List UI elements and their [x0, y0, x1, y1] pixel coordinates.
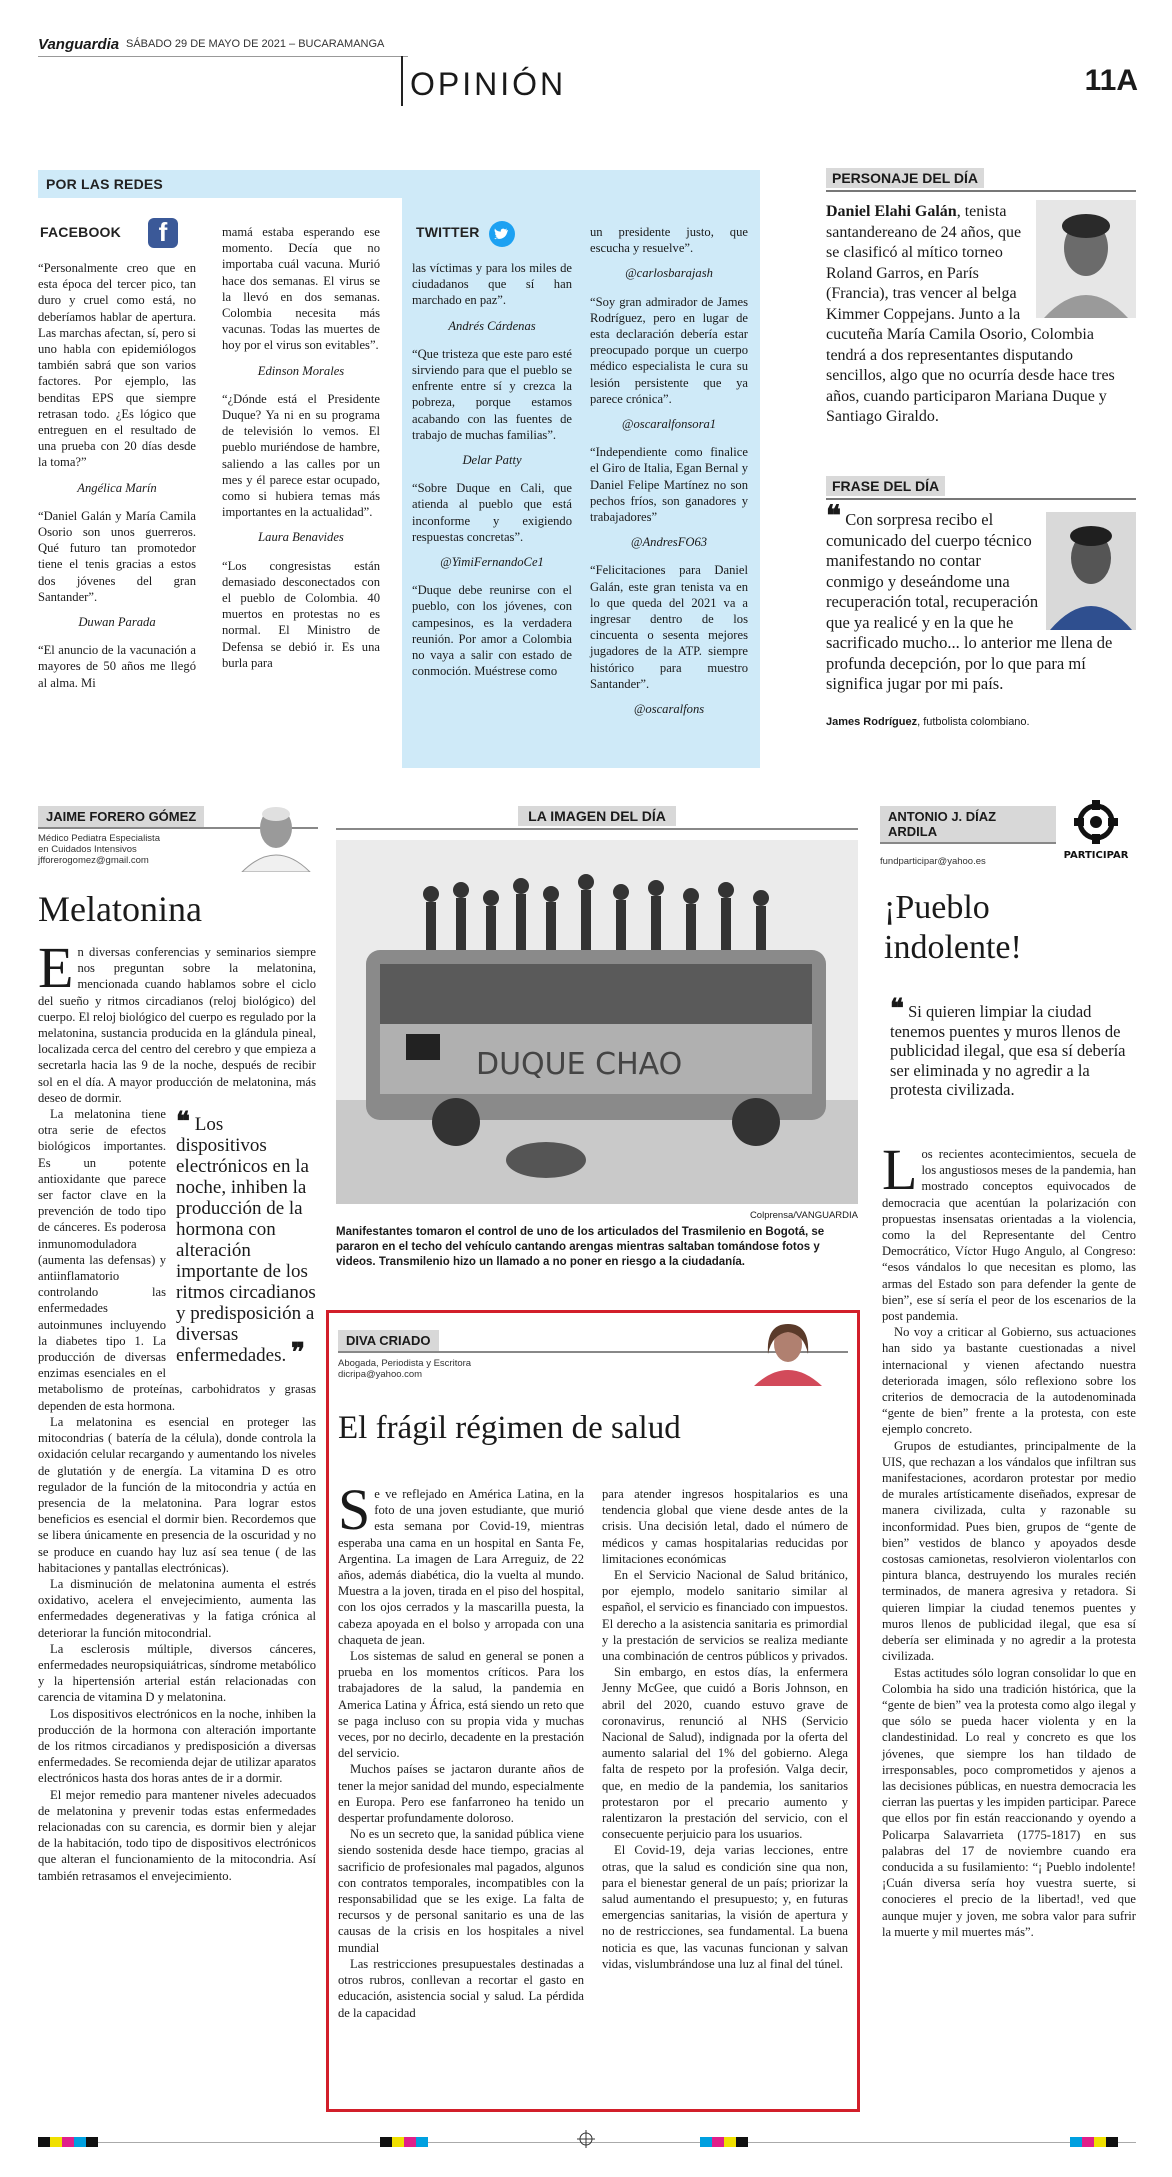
twitter-column-2: [590, 224, 748, 729]
criado-para: para atender ingresos hospitalarios es una tendencia global que viene desde antes de la crisis. Una decisión letal, dado el número de médicos y camas hospitalarias reducidas por limitaciones económicas: [602, 1487, 848, 1566]
diaz-lead: os recientes acontecimientos, secuela de los angustiosos meses de la pandemia, han mostrado conceptos equivocados de democracia que acentúan la polarización con propuestas insensatas orientadas a la violencia, como la del Representante del Centro Democrático, Víctor Hugo Angulo, al Congreso: “esos vándalos lo que necesitan es plomo, las armas del Estado son para defender la gente de bien”, ese sí sería el peor de los escenarios de la post pandemia.: [882, 1147, 1136, 1324]
personaje-body: , tenista santandereano de 24 años, que se clasificó al mítico torneo Roland Garros, en París (Francia), tras vencer al belga Kimmer Coppejans. Junto a la cucuteña María Camila Osorio, Colombia tendrá a dos representantes disputando sencillos, algo que no ocurría desde hace tres años, cuando participaron Mariana Duque y Santiago Giraldo.: [826, 203, 1115, 425]
paper-name: Vanguardia: [38, 36, 120, 53]
post-text: las víctimas y para los miles de ciudadanos que sí han marchado en paz”.: [412, 261, 572, 308]
facebook-header: [38, 218, 178, 250]
personaje-text: [826, 202, 1136, 428]
post-text: “Soy gran admirador de James Rodríguez, pero en lugar de esta declaración debería estar preocupado porque un cuerpo médico especialista le cura su lesión persistente que ya parece crónica”.: [590, 294, 748, 406]
article-paragraph: La melatonina es esencial en proteger las mitocondrias ( batería de la célula), donde controla la oxidación celular recargando y aumentando los niveles de glutatión y de energía. La vitamina D es otro regulador de la función de la mitocondria y actúa en presencia de la melatonina. Para lograr estos beneficios es esencial el dormir bien. Recordemos que se libera únicamente en presencia de la oscuridad y no se produce en cuando hay luz así sea tenue ( de las habitaciones y pantallas electrónicas).: [38, 1414, 316, 1575]
post-text: “Los congresistas están demasiado desconectados con el pueblo de Colombia. 40 muertos en protestas no es normal. El Ministro de Defensa se debió ir. Es una burla para: [222, 558, 380, 670]
criado-email: dicripa@yahoo.com: [338, 1369, 423, 1380]
post-text: “Duque debe reunirse con el pueblo, con los jóvenes, con campesinos, es la verdadera reunión. Por amor a Colombia no vaya a salir con estado de conmoción. Muéstrese como: [412, 583, 572, 679]
frase-author-role: , futbolista colombiano.: [917, 716, 1030, 728]
criado-para: Muchos países se jactaron durante años de tener la mejor sanidad del mundo, especialmente en Europa. Pero ese fanfarroneo ha tenido un despertar profundamente doloroso.: [338, 1762, 584, 1826]
diaz-paragraphs: [882, 1324, 1136, 1940]
forero-pullquote: [176, 1107, 316, 1369]
article-paragraph: Grupos de estudiantes, principalmente de la UIS, que rechazan a los vándalos que infiltran sus manifestaciones, acordaron protestar por medio de murales artísticamente diseñados, expresar de manera civilizada, culta y razonable su inconformidad. Pues bien, grupos de “gente de bien” vestidos de blanco y apoyados desde costosas camionetas, resolvieron violentarlos con pintura blanca, destruyendo los murales recién terminados, de manera agresiva y retadora. Si quieren limpiar la ciudad tenemos puentes y muros llenos de publicidad ilegal, que esa sí debería ser eliminada y no agredir a la protesta civilizada.: [882, 1438, 1136, 1664]
post-author: Laura Benavides: [258, 530, 344, 545]
registration-strip-right: [1070, 2134, 1118, 2152]
post-text: “Independiente como finalice el Giro de Italia, Egan Bernal y Daniel Felipe Martínez no son pechos fríos, son ganadores y trabajadores”: [590, 445, 748, 525]
diaz-body: [882, 1137, 1136, 1940]
redes-header-bar: [38, 170, 760, 198]
criado-para: Las restricciones presupuestales destinadas a otros rubros, conllevan a recortar el gasto en educación, asistencia social y salud. La pérdida de la capacidad: [338, 1956, 584, 2020]
post-author: @oscaralfonsora1: [621, 417, 717, 432]
imagen-photo: [336, 840, 858, 1204]
registration-strip-center: [380, 2134, 428, 2152]
article-paragraph: La disminución de melatonina aumenta el estrés oxidativo, acelera el envejecimiento, aumenta las enfermedades degenerativas y la fatiga crónica al deteriorar la función mitocondrial.: [38, 1576, 316, 1640]
diaz-header: [880, 806, 1136, 882]
diaz-title: ¡Pueblo indolente!: [884, 889, 1022, 966]
registration-strip-mid: [700, 2134, 748, 2152]
article-paragraph: No voy a criticar al Gobierno, sus actuaciones han sido ya bastante cuestionadas a nivel internacional y vienen afectando nuestra deteriorada imagen, sólo reflexiono sobre los criterios de democracia de la autodenominada “gente de bien” frente a la protesta, con este ejemplo concreto.: [882, 1325, 1136, 1437]
imagen-section: [336, 806, 858, 1306]
forero-bio-line: en Cuidados Intensivos: [38, 844, 137, 855]
diaz-author: ANTONIO J. DÍAZ ARDILA: [880, 806, 1056, 842]
forero-photo: [234, 800, 316, 872]
frase-quote: Con sorpresa recibo el comunicado del cuerpo técnico manifestando no contar conmigo y deseándome una recuperación total, recuperación que ya realicé y en la que he sacrificado mucho... lo anterior me llena de profunda decepción, por lo que para mí significa jugar por mi país.: [826, 510, 1113, 693]
frase-section: [826, 476, 1136, 746]
criado-para: No es un secreto que, la sanidad pública viene siendo sostenida desde hace tiempo, gracias al sacrificio de profesionales mal pagados, algunos con contratos temporales, incompatibles con la responsabilidad que se les exige. La falta de recursos y de personal sanitario es una de las causas de la crisis en los hospitales a nivel mundial: [338, 1827, 584, 1955]
forero-author: JAIME FORERO GÓMEZ: [38, 806, 204, 827]
imagen-caption: Manifestantes tomaron el control de uno de los articulados del Trasmilenio en Bogotá, se pararon en el techo del vehículo cantando arengas mientras saltaban tomándose fotos y videos. Transmilenio hizo un llamado a no poner en riesgo a la ciudadanía.: [336, 1226, 825, 1268]
frase-label: FRASE DEL DÍA: [826, 476, 945, 496]
article-paragraph: La esclerosis múltiple, diversos cánceres, enfermedades neuropsiquiátricas, síndrome metabólico y la hipertensión arterial están relacionadas con carencia de vitamina D y melatonina.: [38, 1641, 316, 1705]
diaz-pullquote: [890, 994, 1132, 1100]
diaz-pullquote-text: Si quieren limpiar la ciudad tenemos puentes y muros llenos de publicidad ilegal, que esa sí debería ser eliminada y no agredir a la protesta civilizada.: [890, 1002, 1126, 1099]
post-text: “¿Dónde está el Presidente Duque? Ya ni en su programa de televisión lo vemos. El pueblo muriéndose de hambre, saliendo a las calles por un mes y él parece estar ocupado, como si hubiera temas más importantes en la actualidad”.: [222, 391, 380, 520]
article-paragraph: Los dispositivos electrónicos en la noche, inhiben la producción de la hormona con alteración importante de los ritmos circadianos y predisposición a diversas enfermedades. Se recomienda dejar de utilizar aparatos electrónicos hasta dos horas antes de ir a dormir.: [38, 1706, 316, 1786]
criado-header: [338, 1330, 848, 1398]
post-author: @carlosbarajash: [625, 266, 713, 281]
section-title: OPINIÓN: [410, 66, 567, 102]
imagen-label: LA IMAGEN DEL DÍA: [518, 806, 676, 826]
article-paragraph: El mejor remedio para mantener niveles adecuados de melatonina y prevenir todas estas enfermedades relacionadas con su carencia, es dormir bien y alejar de la habitación, todo tipo de dispositivos electrónicos que alteran el funcionamiento de la mitocondria. Así también retrasamos el envejecimiento.: [38, 1787, 316, 1883]
pullquote-open-icon: ❝: [890, 994, 904, 1024]
post-text: mamá estaba esperando ese momento. Decía que no importaba cuál vacuna. Murió hace dos semanas. El virus se la llevó en dos semanas. Colombia necesita más vacunas. Todas las muertes de hoy por el virus son evitables”.: [222, 225, 380, 353]
twitter-column-1: [412, 260, 572, 688]
post-author: Duwan Parada: [78, 615, 156, 630]
criado-para: En el Servicio Nacional de Salud británico, por ejemplo, modelo sanitario similar al español, el servicio es financiado con impuestos. El derecho a la asistencia sanitaria es primordial y la prestación de servicios se realiza mediante una combinación de centros públicos y privados.: [602, 1568, 848, 1664]
post-author: @YimiFernandoCe1: [440, 555, 544, 570]
forero-bio-line: Médico Pediatra Especialista: [38, 833, 160, 844]
article-paragraph: Estas actitudes sólo logran consolidar lo que en Colombia ha sido una tradición histórica, que la “gente de bien” vea la protesta como algo ilegal y que sólo se pueda hacer violenta y en la clandestinidad. Lo real y concreto es que los jóvenes, que siempre los han tildado de irresponsables, poco comprometidos y ajenos a las decisiones públicas, en nuestra democracia les cierran las puertas y les impiden participar. Parece que ellos por fin están reaccionando y oyendo a Policarpa Salavarrieta (1775-1817) en sus palabras del 17 de noviembre cuando era conducida a su fusilamiento: “¡ Pueblo indolente! ¡Cuán diversa sería hoy vuestra suerte, si conocieres el precio de la libertad!, ved que aunque mujer y joven, me sobra valor para sufrir la muerte y mil muertes más”.: [882, 1665, 1136, 1939]
forero-email: jfforerogomez@gmail.com: [38, 855, 149, 866]
registration-mark-icon: [577, 2130, 595, 2148]
post-text: “Sobre Duque en Cali, que atienda al pueblo que está inconforme y exigiendo respuestas concretas”.: [412, 481, 572, 544]
criado-dropcap: S: [338, 1477, 371, 1542]
article-paragraph: La melatonina tiene otra serie de efectos biológicos importantes. Es un potente antioxidante que parece ser factor clave en la prevención de todo tipo de cánceres. Es poderosa inmunomoduladora (aumenta las defensas) y antiinflamatorio controlando las enfermedades autoinmunes incluyendo la diabetes tipo 1. La producción de diversas enzimas esenciales en el metabolismo de proteínas, carbohidratos y grasas dependen de esta hormona.: [38, 1107, 316, 1413]
post-author: Andrés Cárdenas: [448, 318, 536, 333]
post-author: Edinson Morales: [257, 363, 345, 378]
redes-label: POR LAS REDES: [46, 176, 163, 192]
forero-lead: n diversas conferencias y seminarios siempre nos preguntan sobre la melatonina, mencionada cuando hablamos sobre el ciclo del sueño y ritmos circadianos (reloj biológico) del cuerpo. El reloj biológico del cuerpo es regulado por la melatonina, sustancia producida en la glándula pineal, localizada cerca del centro del cerebro y que empieza a secretarla hacia las 9 de la noche, después de recibir sol en el día. A mayor producción de melatonina, más deseo de dormir.: [38, 945, 316, 1105]
criado-para: Los sistemas de salud en general se ponen a prueba en los momentos críticos. Para los trabajadores de la salud, la pandemia en America Latina y África, está siendo un reto que se paga incluso con su propia vida y muchas veces, por no decirlo, decadente en la prestación del servicio.: [338, 1649, 584, 1761]
post-author: Angélica Marín: [77, 480, 157, 495]
criado-para: El Covid-19, deja varias lecciones, entre otras, que la salud es condición sine qua non, para el bienestar general de un país; priorizar la salud aumentando el presupuesto; y, en futuras emergencias sanitarias, la visión de apertura y no de restricciones, sea fundamental. La buena noticia es que, las vacunas funcionan y salvan vidas, vislumbrándose una luz al final del túnel.: [602, 1843, 848, 1971]
pullquote-open-icon: ❝: [176, 1107, 190, 1138]
facebook-icon: f: [148, 218, 178, 248]
personaje-label: PERSONAJE DEL DÍA: [826, 168, 984, 188]
frase-quote-icon: ❝: [826, 499, 842, 532]
forero-body: [38, 935, 316, 1884]
masthead: [38, 36, 1138, 106]
facebook-column-2: [222, 224, 380, 680]
post-text: un presidente justo, que escucha y resuelve”.: [590, 225, 748, 256]
twitter-label: TWITTER: [416, 224, 480, 240]
criado-title: El frágil régimen de salud: [338, 1410, 681, 1446]
personaje-section: [826, 168, 1136, 468]
post-text: “Daniel Galán y María Camila Osorio son unos guerreros. Qué futuro tan promotedor tiene el tenis gracias a estos dos jóvenes del gran Santander”.: [38, 508, 196, 604]
criado-column-2: [602, 1486, 848, 1972]
diaz-email: fundparticipar@yahoo.es: [880, 856, 986, 867]
criado-bio-line: Abogada, Periodista y Escritora: [338, 1358, 472, 1369]
bus-graffiti: DUQUE CHAO: [476, 1047, 683, 1082]
frase-attribution: [826, 716, 1030, 728]
diaz-dropcap: L: [882, 1137, 918, 1202]
criado-para: Sin embargo, en estos días, la enfermera Jenny McGee, que cuidó a Boris Johnson, en abril del 2020, cuando estuvo grave de coronavirus, renunció al NHS (Servicio Nacional de Salud), indignada por la oferta del aumento salarial del 1% del gobierno. Alega falta de respeto por la profesión. Valga decir, que, en medio de la pandemia, los sanitarios protestaron por el precario aumento y ralentizaron la prestación del servicio, con el consecuente perjuicio para los usuarios.: [602, 1665, 848, 1842]
twitter-header: [414, 218, 524, 250]
post-author: @oscaralfons: [633, 702, 705, 717]
criado-column-1: [338, 1477, 584, 2021]
dateline: SÁBADO 29 DE MAYO DE 2021 – BUCARAMANGA: [126, 38, 385, 50]
post-author: Delar Patty: [462, 453, 522, 468]
participar-logo-icon: [1060, 800, 1132, 862]
participar-logo-text: PARTICIPAR: [1063, 850, 1129, 861]
imagen-credit: Colprensa/VANGUARDIA: [749, 1210, 858, 1221]
facebook-column-1: [38, 260, 196, 700]
twitter-icon: [488, 220, 516, 248]
forero-dropcap: E: [38, 935, 74, 1000]
criado-para: e ve reflejado en América Latina, en la foto de una joven estudiante, que murió esta semana por Covid-19, mientras esperaba una cama en un hospital en Santa Fe, Argentina. La imagen de Lara Arreguiz, de 22 años, además diabética, dio la vuelta al mundo. Muestra a la joven, tirada en el piso del hospital, con los ojos cerrados y la mascarilla puesta, la cabeza apoyada en el bolso y arropada con una chaqueta de jean.: [338, 1487, 584, 1647]
post-text: “El anuncio de la vacunación a mayores de 50 años me llegó al alma. Mi: [38, 643, 196, 690]
forero-header: [38, 806, 318, 882]
post-text: “Personalmente creo que en esta época del tercer pico, tan duro y cruel como está, no deberíamos hablar de apertura. Las marchas afectan, sí, pero si uno habla con epidemiólogos también sabrá que son varios factores. Por ejemplo, las benditas EPS que siempre retrasan todo. ¿Es lógico que entreguen en el resultado de una prueba con 20 días desde la toma?”: [38, 261, 196, 470]
post-author: @AndresFO63: [630, 535, 708, 550]
forero-pullquote-text: Los dispositivos electrónicos en la noche, inhiben la producción de la hormona con alteración importante de los ritmos circadianos y predisposición a diversas enfermedades.: [176, 1114, 316, 1367]
page-number: 11A: [1084, 64, 1138, 97]
post-text: “Felicitaciones para Daniel Galán, este gran tenista va en lo que queda del 2021 va a ingresar dentro de los cincuenta o sesenta mejores jugadores de la ATP. siempre histórico para muestro Santander”.: [590, 563, 748, 691]
registration-strip-left: [38, 2134, 98, 2152]
pullquote-close-icon: ❞: [291, 1338, 305, 1369]
forero-title: Melatonina: [38, 889, 202, 929]
criado-photo: [748, 1314, 828, 1386]
post-text: “Que tristeza que este paro esté sirviendo para que el pueblo se enfrente entre sí y crezca la pobreza, porque estamos acabando con las fuentes de trabajo de muchas familias”.: [412, 346, 572, 442]
facebook-label: FACEBOOK: [40, 224, 121, 240]
frase-author: James Rodríguez: [826, 716, 918, 728]
personaje-name: Daniel Elahi Galán: [826, 203, 957, 220]
criado-author: DIVA CRIADO: [338, 1330, 439, 1351]
